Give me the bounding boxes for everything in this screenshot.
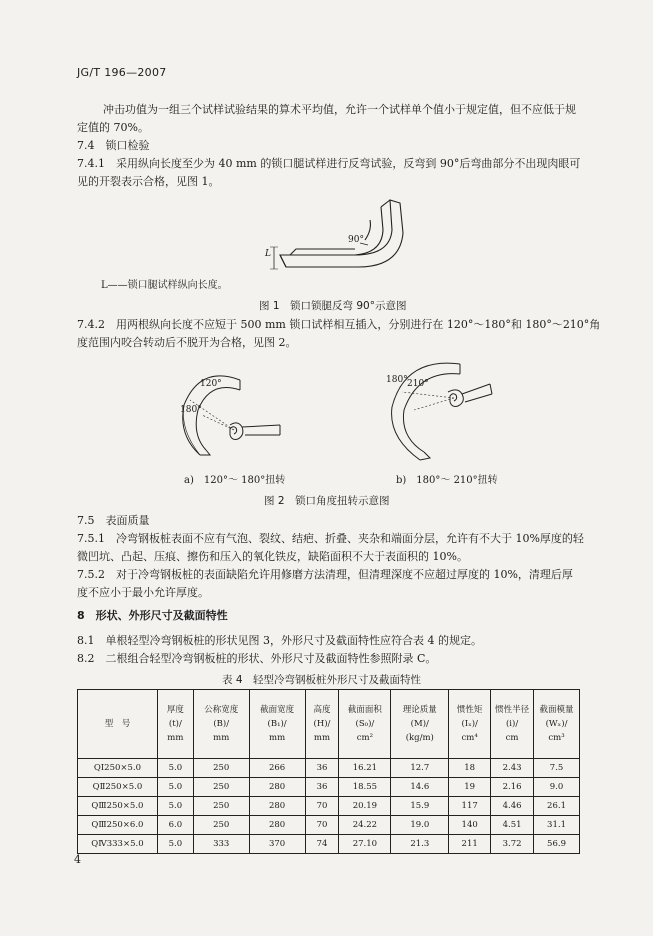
figure-2b-inner-angle: 210° xyxy=(407,379,429,389)
section-7-4-title: 7.4 锁口检验 xyxy=(77,139,150,152)
figure-2b-caption: b) 180°～ 210°扭转 xyxy=(396,475,498,486)
figure-1-angle-label: 90° xyxy=(348,235,364,245)
section-7-5-2-line2: 度不应小于最小允许厚度。 xyxy=(77,586,209,599)
header-nominal-width: 公称宽度 (B)/ mm xyxy=(193,690,249,759)
section-8-2: 8.2 二根组合轻型冷弯钢板桩的形状、外形尺寸及截面特性参照附录 C。 xyxy=(77,652,437,665)
page-number: 4 xyxy=(74,853,81,866)
header-thickness: 厚度 (t)/ mm xyxy=(157,690,193,759)
figure-1-length-label: L xyxy=(265,249,271,259)
header-model: 型 号 xyxy=(78,690,158,759)
header-section-width: 截面宽度 (B₁)/ mm xyxy=(249,690,305,759)
header-height: 高度 (H)/ mm xyxy=(305,690,339,759)
table-4 xyxy=(77,689,580,854)
figure-1-legend: L——锁口腿试样纵向长度。 xyxy=(101,280,228,291)
section-8-title: 8 形状、外形尺寸及截面特性 xyxy=(77,609,228,622)
section-7-5-1-line1: 7.5.1 冷弯钢板桩表面不应有气泡、裂纹、结疤、折叠、夹杂和端面分层，允许有不大于 10%厚度的轻 xyxy=(77,532,584,545)
table-row: QⅢ250×5.0 5.0 250 280 70 20.19 15.9 117 4.46 26.1 xyxy=(78,797,580,816)
section-7-4-2-line2: 度范围内咬合转动后不脱开为合格，见图 2。 xyxy=(77,336,297,349)
section-7-4-1-line1: 7.4.1 采用纵向长度至少为 40 mm 的锁口腿试样进行反弯试验，反弯到 90°后弯曲部分不出现肉眼可 xyxy=(77,157,581,170)
table-4-caption: 表 4 轻型冷弯钢板桩外形尺寸及截面特性 xyxy=(222,674,422,686)
figure-1-caption: 图 1 锁口锁腿反弯 90°示意图 xyxy=(259,300,407,312)
figure-2a-caption: a) 120°～ 180°扭转 xyxy=(184,475,286,486)
figure-2b-outer-angle: 180° xyxy=(386,375,408,385)
figure-2-caption: 图 2 锁口角度扭转示意图 xyxy=(264,495,390,507)
table-header-row xyxy=(78,690,580,759)
section-7-4-2-line1: 7.4.2 用两根纵向长度不应短于 500 mm 锁口试样相互插入，分别进行在 120°～180°和 180°～210°角 xyxy=(77,318,601,331)
header-section-modulus: 截面模量 (Wₓ)/ cm³ xyxy=(534,690,580,759)
table-row: QⅡ250×5.0 5.0 250 280 36 18.55 14.6 19 2.16 9.0 xyxy=(78,778,580,797)
figure-2b-drawing xyxy=(380,352,500,470)
standard-code: JG/T 196—2007 xyxy=(77,66,167,79)
impact-para-line1: 冲击功值为一组三个试样试验结果的算术平均值，允许一个试样单个值小于规定值，但不应低于规 xyxy=(103,103,576,116)
header-moment-of-inertia: 惯性矩 (Iₓ)/ cm⁴ xyxy=(449,690,491,759)
figure-2a-inner-angle: 120° xyxy=(200,379,222,389)
figure-1-drawing xyxy=(260,195,420,280)
table-row: QⅣ333×5.0 5.0 333 370 74 27.10 21.3 211 3.72 56.9 xyxy=(78,835,580,854)
header-radius-of-gyration: 惯性半径 (i)/ cm xyxy=(491,690,534,759)
section-7-5-2-line1: 7.5.2 对于冷弯钢板桩的表面缺陷允许用修磨方法清理，但清理深度不应超过厚度的 10%，清理后厚 xyxy=(77,568,573,581)
table-row: QⅠ250×5.0 5.0 250 266 36 16.21 12.7 18 2.43 7.5 xyxy=(78,759,580,778)
section-7-5-title: 7.5 表面质量 xyxy=(77,514,150,527)
table-row: QⅢ250×6.0 6.0 250 280 70 24.22 19.0 140 4.51 31.1 xyxy=(78,816,580,835)
section-8-1: 8.1 单根轻型冷弯钢板桩的形状见图 3，外形尺寸及截面特性应符合表 4 的规定。 xyxy=(77,634,482,647)
figure-2a-outer-angle: 180° xyxy=(180,405,202,415)
section-7-5-1-line2: 微凹坑、凸起、压痕、擦伤和压入的氧化铁皮，缺陷面积不大于表面积的 10%。 xyxy=(77,550,468,563)
header-theoretical-mass: 理论质量 (M)/ (kg/m) xyxy=(391,690,449,759)
header-section-area: 截面面积 (S₀)/ cm² xyxy=(339,690,391,759)
section-7-4-1-line2: 见的开裂表示合格，见图 1。 xyxy=(77,175,220,188)
impact-para-line2: 定值的 70%。 xyxy=(77,121,149,134)
